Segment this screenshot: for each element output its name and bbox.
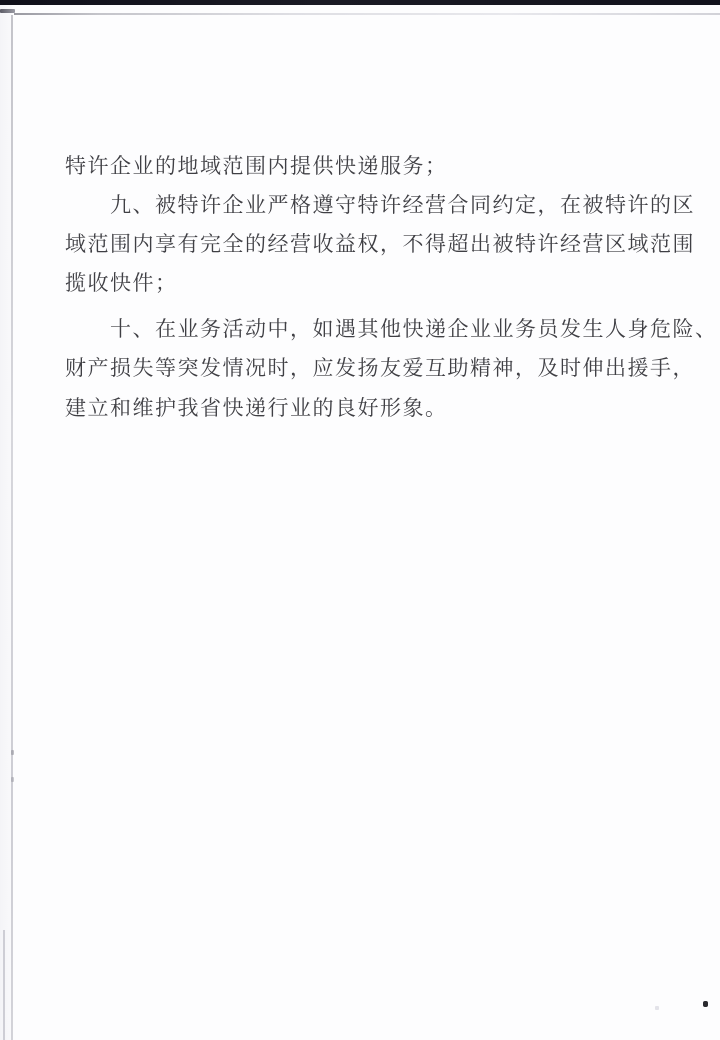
document-line-item-nine-start: 九、被特许企业严格遵守特许经营合同约定，在被特许的区 bbox=[110, 193, 695, 217]
document-line: 域范围内享有完全的经营收益权，不得超出被特许经营区域范围 bbox=[65, 232, 695, 256]
document-line-item-ten-start: 十、在业务活动中，如遇其他快递企业业务员发生人身危险、 bbox=[110, 317, 718, 341]
document-line: 建立和维护我省快递行业的良好形象。 bbox=[65, 396, 448, 420]
document-line: 财产损失等突发情况时，应发扬友爱互助精神，及时伸出援手， bbox=[65, 356, 695, 380]
document-line: 特许企业的地域范围内提供快递服务； bbox=[65, 154, 448, 178]
document-line: 揽收快件； bbox=[65, 271, 178, 295]
